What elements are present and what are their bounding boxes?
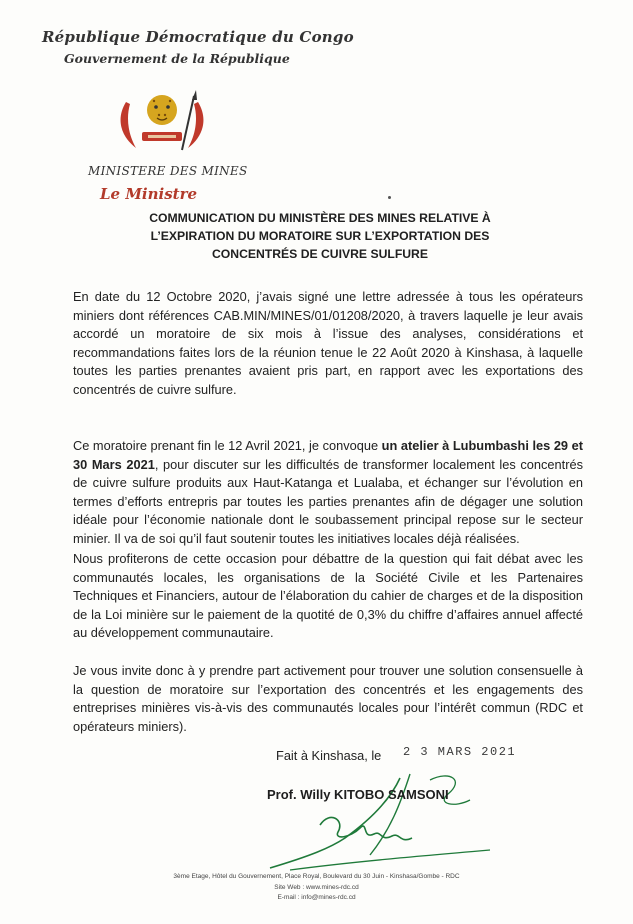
paragraph-2-start: Ce moratoire prenant fin le 12 Avril 2021, je convoque <box>73 438 382 453</box>
subject-line-3: CONCENTRÉS DE CUIVRE SULFURE <box>211 247 428 261</box>
header-country: République Démocratique du Congo <box>42 28 354 46</box>
paragraph-2-end: , pour discuter sur les difficultés de transformer localement les concentrés de cuivre sulfure produits aux Haut-Katanga et Lualaba, et échanger sur l’évolution en termes d’efforts entrepris par toutes les parties prenantes afin de dégager une solution idéale pour l’économie nationale dont le soubassement principal repose sur le secteur minier. Il va de soi qu’il faut soutenir toutes les initiatives locales déjà réalisées. <box>73 456 583 546</box>
paragraph-2 <box>73 437 583 549</box>
closing-place: Fait à Kinshasa, le <box>276 748 382 763</box>
subject-line-2: L’EXPIRATION DU MORATOIRE SUR L’EXPORTATION DES <box>150 229 490 243</box>
left-tusk <box>121 102 136 148</box>
ministry-name: MINISTERE DES MINES <box>88 164 248 178</box>
header-government: Gouvernement de la République <box>64 51 290 66</box>
footer-email: E-mail : info@mines-rdc.cd <box>277 894 356 901</box>
paragraph-1: En date du 12 Octobre 2020, j’avais signé une lettre adressée à tous les opérateurs miniers dont références CAB.MIN/MINES/01/01208/2020, à travers laquelle je leur avais accordé un moratoire de six mois à l’issue des analyses, considérations et recommandations faites lors de la réunion tenue le 22 Août 2020 à Kinshasa, à laquelle toutes les parties prenantes avaient pris part, en rapport avec les exportations des concentrés de cuivre sulfure. <box>73 289 583 397</box>
coat-of-arms-icon <box>112 88 212 158</box>
ink-dot <box>388 196 391 199</box>
spear-tip <box>192 90 197 100</box>
footer-website: Site Web : www.mines-rdc.cd <box>274 884 359 891</box>
paragraph-4: Je vous invite donc à y prendre part activement pour trouver une solution consensuelle à la question de moratoire sur l’exportation des concentrés et les engagements des entreprises minières vis-à-vis des communautés locales pour l’intérêt commun (RDC et opérateurs miniers). <box>73 663 583 734</box>
date-stamp: 2 3 MARS 2021 <box>403 745 517 759</box>
paragraph-2-bold: un atelier à Lubumbashi les 29 et 30 Mars 2021 <box>73 438 584 472</box>
footer-address: 3ème Etage, Hôtel du Gouvernement, Place Royal, Boulevard du 30 Juin - Kinshasa/Gombe - RDC <box>173 873 460 880</box>
paragraph-3: Nous profiterons de cette occasion pour débattre de la question qui fait débat avec les communautés locales, les organisations de la Société Civile et les Partenaires Techniques et Financiers, autour de l’élaboration du cahier de charges et de la disposition de la Loi minière sur le paiement de la quotité de 0,3% du chiffre d’affaires annuel affecté au développement communautaire. <box>73 551 583 641</box>
signatory-name: Prof. Willy KITOBO SAMSONI <box>267 787 449 802</box>
subject-heading <box>100 209 540 263</box>
subject-line-1: COMMUNICATION DU MINISTÈRE DES MINES RELATIVE À <box>149 211 491 225</box>
signature-icon <box>250 760 510 890</box>
minister-title: Le Ministre <box>100 185 198 203</box>
